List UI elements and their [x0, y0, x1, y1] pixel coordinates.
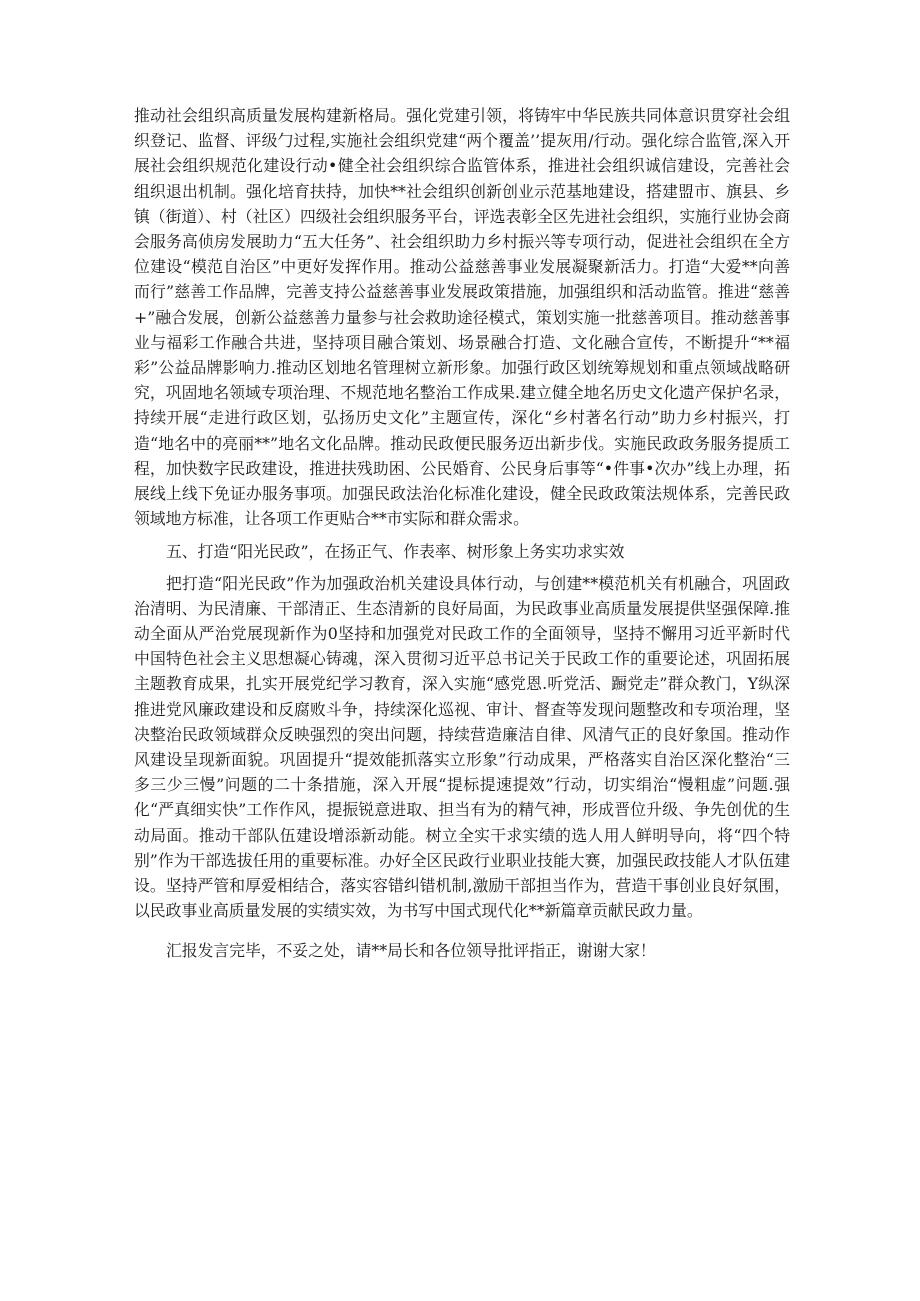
document-page	[134, 103, 790, 963]
paragraph-sunshine-civil-affairs: 把打造“阳光民政”作为加强政治机关建设具体行动，与创建**模范机关有机融合，巩固政治清明、为民清廉、干部清正、生态清新的良好局面，为民政事业高质量发展提供坚强保障.推动全面从严治党展现新作为0坚持和加强党对民政工作的全面领导，坚持不懈用习近平新时代中国特色社会主义思想凝心铸魂，深入贯彻习近平总书记关于民政工作的重要论述，巩固拓展主题教育成果，扎实开展党纪学习教育，深入实施“感党恩.听党活、蹰党走”群众教门，Y纵深推进党风廉政建设和反腐败斗争，持续深化巡视、审计、督查等发现问题整改和专项治理，坚决整治民政领域群众反映强烈的突出问题，持续营造廉洁自律、风清气正的良好象国。推动作风建设呈现新面貌。巩固提升“提效能抓落实立形象”行动成果，严格落实自治区深化整治“三多三少三慢”问题的二十条措施，深入开展“提标提速提效”行动，切实绢治“慢粗虚”问题.强化“严真细实快”工作作风，提振锐意进取、担当有为的精气神，形成晋位升级、争先创优的生动局面。推动干部队伍建设增添新动能。树立全实干求实绩的选人用人鲜明导向，将“四个特别”作为干部选拔任用的重要标准。办好全区民政行业职业技能大赛，加强民政技能人才队伍建设。坚持严管和厚爱相结合，落实容错纠错机制,激励干部担当作为，营造干事创业良好氛围，以民政事业高质量发展的实绩实效，为书写中国式现代化**新篇章贡献民政力量。	[134, 573, 790, 921]
paragraph-social-organizations: 推动社会组织高质量发展构建新格局。强化党建引领，将铸牢中华民族共同体意识贯穿社会组织登记、监督、评级勹过程,实施社会组织党建“两个覆盖’’提灰用/行动。强化综合监管,深入开展社会组织规范化建设行动•健全社会组织综合监管体系，推进社会组织诚信建设，完善社会组织退出机制。强化培育扶持，加快**社会组织创新创业示范基地建设，搭建盟市、旗县、乡镇（街道）、村（社区）四级社会组织服务平台，评选表彰全区先进社会组织，实施行业协会商会服务高侦房发展助力“五大任务”、社会组织助力乡村振兴等专项行动，促进社会组织在全方位建设“模范自治区”中更好发挥作用。推动公益慈善事业发展凝聚新活力。打造“大爱**向善而行”慈善工作品牌，完善支持公益慈善事业发展政策措施，加强组织和活动监管。推进“慈善+”融合发展，创新公益慈善力量参与社会救助途径模式，策划实施一批慈善项目。推动慈善事业与福彩工作融合共进，坚持项目融合策划、场景融合打造、文化融合宣传，不断提升“**福彩”公益品牌影响力.推动区划地名管理树立新形象。加强行政区划统筹规划和重点领域战略研究，巩固地名领域专项治理、不规范地名整治工作成果.建立健全地名历史文化遗产保护名录，持续开展“走进行政区划，弘扬历史文化”主题宣传，深化“乡村著名行动”助力乡村振兴，打造“地名中的亮丽**”地名文化品牌。推动民政便民服务迈出新步伐。实施民政政务服务提质工程，加快数字民政建设，推进扶残助困、公民婚育、公民身后事等“•件事•次办”线上办理，拓展线上线下免证办服务事项。加强民政法治化标准化建设，健全民政政策法规体系，完善民政领域地方标准，让各项工作更贴合**市实际和群众需求。	[134, 106, 790, 529]
paragraph-closing-remarks: 汇报发言完毕，不妥之处，请**局长和各位领导批评指正，谢谢大家！	[166, 940, 656, 960]
section-heading-five: 五、打造“阳光民政”，在扬正气、作表率、树形象上务实功求实效	[166, 542, 625, 562]
